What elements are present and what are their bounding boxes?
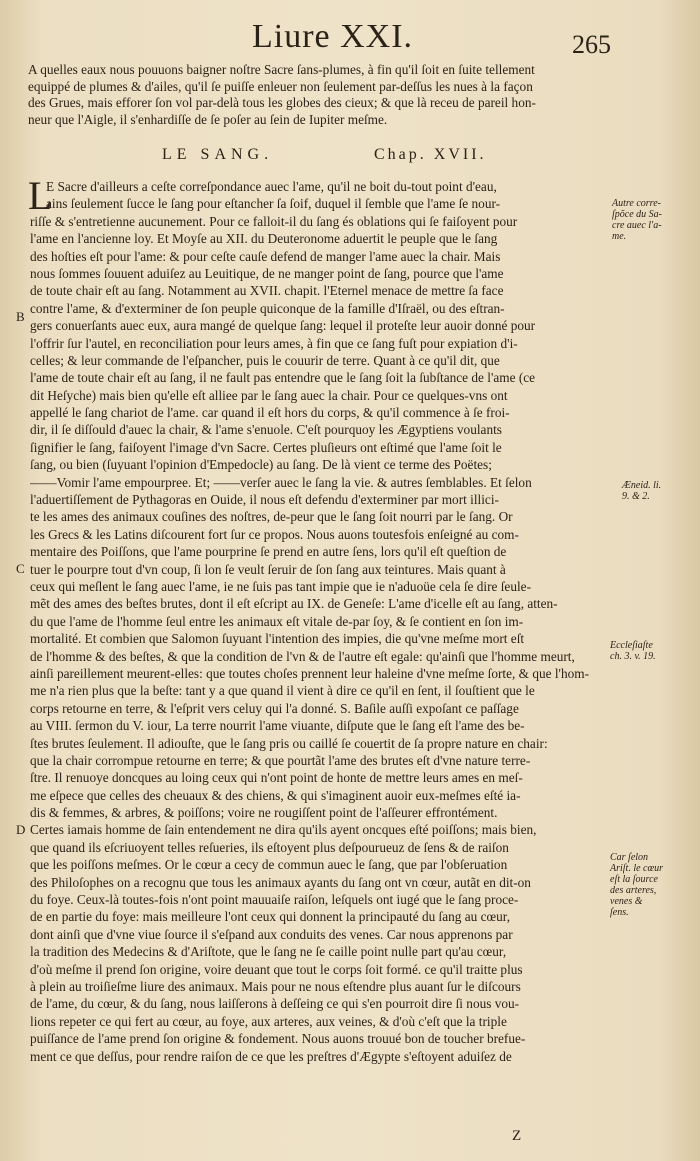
margin-note-2 — [622, 480, 661, 502]
text-line: neur que l'Aigle, il s'enhardiſſe de ſe poſer au ſein de Iupiter meſme. — [28, 111, 388, 127]
text-line: gers conuerſants auec eux, aura mangé de quelque ſang: lequel il proteſte leur auoir donné pour — [30, 318, 536, 334]
text-line: ——Vomir l'ame empourpree. Et; ——verſer auec le ſang la vie. & autres ſemblables. Et ſelon — [30, 474, 532, 490]
running-title: Liure XXI. — [252, 18, 414, 55]
text-line: Certes iamais homme de ſain entendement ne dira qu'ils ayent oncques eſté poiſſons; mais bien, — [30, 822, 537, 838]
text-line: l'offrir ſur l'autel, en reconciliation pour leurs ames, à fin que ce ſang fuſt pour expiation d'i- — [30, 335, 518, 351]
note-line: Car ſelon — [610, 852, 649, 863]
page-number: 265 — [572, 30, 611, 59]
text-line: me n'a rien plus que la beſte: tant y a que quand il vient à dire ce qu'il en ſent, il ſouſtient que le — [30, 683, 535, 699]
text-line: des Grues, mais efforer ſon vol par-delà tous les globes des cieux; & que là receu de pareil hon- — [28, 95, 536, 111]
drop-cap: L — [28, 173, 53, 218]
text-line: ains ſeulement ſucce le ſang pour eſtancher ſa ſoif, duquel il ſemble que l'ame ſe nour- — [46, 196, 501, 212]
text-line: dont ainſi que d'vne viue ſource il s'eſpand aux conduits des venes. Car nous apprenons par — [30, 926, 513, 942]
chapter-body — [28, 173, 610, 1065]
running-header — [0, 14, 700, 66]
text-line: nous ſommes ſouuent aduiſez au Leuitique, de ne manger point de ſang, pource que l'ame — [30, 265, 504, 281]
text-line: que quand ils eſcriuoyent telles reſueries, ils eſtoyent plus deſpourueuz de ſens & de raiſon — [30, 839, 509, 855]
note-line: ch. 3. v. 19. — [610, 651, 656, 662]
margin-note-1 — [612, 198, 662, 242]
section-letter-b: B — [16, 309, 25, 324]
chapter-title: LE SANG. — [162, 146, 274, 163]
note-line: ſpõce du Sa- — [612, 209, 662, 220]
text-line: equippé de plumes & d'ailes, qu'il ſe puiſſe enleuer non ſeulement par-deſſus les nues à la façon — [28, 78, 533, 94]
note-line: des arteres, — [610, 885, 657, 896]
text-line: appellé le ſang chariot de l'ame. car quand il eſt hors du corps, & qu'il commence à ſe froi- — [30, 405, 510, 421]
note-line: Autre corre- — [612, 198, 661, 209]
text-line: A quelles eaux nous pouuons baigner noſtre Sacre ſans-plumes, à fin qu'il ſoit en ſuite tellement — [28, 62, 535, 77]
text-line: dir, il ſe diſſould d'auec la chair, & l'ame s'enuole. C'eſt pourquoy les Ægyptiens voulants — [30, 422, 502, 438]
text-line: ainſi pareillement meurent-elles: que toutes choſes prennent leur haleine d'vne meſme ſorte, & que l'hom- — [30, 665, 590, 681]
text-line: tuer le pourpre tout d'vn coup, ſi lon ſe veult ſeruir de ſon ſang aux teintures. Mais quant à — [30, 561, 506, 577]
text-line: ſtre. Il renuoye doncques au loing ceux qui n'ont point de honte de mettre leurs ames en meſ- — [30, 770, 523, 786]
intro-paragraph — [28, 62, 638, 128]
text-line: puiſſance de l'ame prend ſon origine & fondement. Nous auons trouué bon de toucher brefue- — [30, 1031, 526, 1047]
text-line: la tradition des Medecins & d'Ariſtote, que le ſang ne ſe caille point nulle part qu'au cœur, — [30, 944, 507, 960]
text-line: de l'ame, du cœur, & du ſang, nous laiſſerons à deſſeing ce qui s'en pourroit dire ſi nous vou- — [30, 996, 520, 1012]
text-line: ſang, ou bien (ſuyuant l'opinion d'Empedocle) au ſang. De là vient ce terme des Poëtes; — [30, 457, 492, 473]
text-line: me eſpece que celles des cheuaux & des chiens, & qui s'imaginent auoir eux-meſmes eſté ia- — [30, 787, 521, 803]
text-line: celles; & leur commande de l'eſpancher, puis le couurir de terre. Quant à ce qu'il dit, que — [30, 352, 500, 368]
margin-note-3 — [610, 640, 656, 662]
text-line: du que l'ame de l'homme ſeul entre les animaux eſt vitale de-par ſoy, & ſe contient en ſon im- — [30, 613, 524, 629]
text-line: lions repeter ce qui fert au cœur, au foye, aux arteres, aux veines, & d'où c'eſt que la triple — [30, 1013, 507, 1029]
text-line: ſignifier le ſang, faiſoyent l'image d'vn Sacre. Certes pluſieurs ont eſtimé que l'ame ſoit le — [30, 439, 502, 455]
text-line: à plein au troiſieſme liure des animaux. Mais pour ne nous eſtendre plus auant ſur le diſcours — [30, 978, 521, 994]
text-line: l'ame en l'ancienne loy. Et Moyſe au XII. du Deuteronome aduertit le peuple que le ſang — [30, 231, 498, 247]
signature-mark: Z — [512, 1128, 522, 1144]
text-line: mortalité. Et combien que Salomon ſuyuant l'intention des impies, die qu'vne meſme mort eſt — [30, 631, 525, 647]
note-line: venes & — [610, 896, 643, 907]
note-line: cre auec l'a- — [612, 220, 662, 231]
text-line: l'ame de toute chair eſt au ſang, il ne fault pas entendre que le ſang ſoit la ſubſtance de l'ame (ce — [30, 370, 536, 386]
text-line: les Grecs & les Latins diſcourent fort ſur ce propos. Nous auons toutesfois enſeigné au com- — [30, 526, 519, 542]
note-line: Æneid. li. — [622, 480, 662, 491]
text-line: au VIII. ſermon du V. iour, La terre nourrit l'ame viuante, diſpute que le ſang eſt l'ame des be- — [30, 718, 525, 734]
chapter-heading — [162, 146, 582, 170]
text-line: que la chair corrompue retourne en terre; & que pourtãt l'ame des brutes eſt d'vne nature terre- — [30, 752, 531, 768]
text-line: ſtes brutes ſeulement. Il adiouſte, que le ſang pris ou caillé ſe couertit de ſa propre nature en chair: — [30, 735, 548, 751]
text-line: mentaire des Poiſſons, que l'ame pourprine ſe prend en autre ſens, lors qu'il eſt queſtion de — [30, 544, 507, 560]
note-line: ſens. — [610, 907, 629, 918]
note-line: Ariſt. le cœur — [610, 863, 664, 874]
note-line: 9. & 2. — [622, 491, 650, 502]
note-line: me. — [612, 231, 627, 242]
text-line: d'où meſme il prend ſon origine, voire deuant que tout le corps ſoit formé. ce qu'il traitte plus — [30, 961, 523, 977]
text-line: E Sacre d'ailleurs a ceſte correſpondance auec l'ame, qu'il ne boit du-tout point d'eau, — [46, 179, 497, 194]
text-line: des hoſties eſt pour l'ame: & pour ceſte cauſe defend de manger l'ame auec la chair. Mais — [30, 248, 501, 264]
text-line: des Philoſophes on a recognu que tous les animaux ayants du ſang ont vn cœur, autãt en dit-on — [30, 874, 531, 890]
text-line: ceux qui meſlent le ſang auec l'ame, ie ne ſuis pas tant impie que ie n'aduoüe cela ſe dire ſeule- — [30, 578, 532, 594]
text-line: te les ames des animaux couſines des noſtres, de-peur que le ſang ſoit nourri par le ſang. Or — [30, 509, 513, 525]
text-line: de l'homme & des beſtes, & que la condition de l'vn & de l'autre eſt egale: qu'ainſi que l'homme meurt, — [30, 648, 575, 664]
text-line: du foye. Ceux-là toutes-fois n'ont point mauuaiſe raiſon, leſquels ont iugé que le ſang proce- — [30, 892, 519, 908]
text-line: mẽt des ames des beſtes brutes, dont il eſt eſcript au IX. de Geneſe: L'ame d'icelle eſt au ſang, atten- — [30, 596, 558, 612]
text-line: dis & femmes, & arbres, & poiſſons; voire ne rougiſſent point de l'aſſeurer effrontément. — [30, 805, 498, 821]
text-line: que les poiſſons meſmes. Or le cœur a cecy de commun auec le ſang, que par l'obſeruation — [30, 857, 508, 873]
text-line: l'aduertiſſement de Pythagoras en Ouide, il nous eſt defendu d'exterminer par mort illici- — [30, 492, 499, 508]
text-line: dit Heſyche) mais bien qu'elle eſt alliee par le ſang auec la chair. Pour ce quelques-vns ont — [30, 387, 508, 403]
section-letter-d: D — [16, 822, 26, 837]
text-line: de en partie du foye: mais meilleure l'ont ceux qui donnent la principauté du ſang au cœur, — [30, 909, 511, 925]
text-line: ment ce que deſſus, pour rendre raiſon de ce que les preſtres d'Ægypte s'eſtoyent aduiſez de — [30, 1048, 512, 1064]
section-letter-c: C — [16, 561, 25, 576]
text-line: riſſe & s'entretienne aucunement. Pour ce falloit-il du ſang és oblations qui ſe faiſoyent pour — [30, 213, 518, 229]
text-line: contre l'ame, & d'exterminer de ſon peuple quiconque de la famille d'Iſraël, ou des eſtran- — [30, 300, 505, 316]
chapter-number: Chap. XVII. — [374, 146, 487, 163]
note-line: eſt la ſource — [610, 874, 658, 885]
note-line: Eccleſiaſte — [610, 640, 653, 651]
text-line: de toute chair eſt au ſang. Notamment au XVII. chapit. l'Eternel menace de mettre ſa face — [30, 283, 504, 299]
margin-note-4 — [610, 852, 663, 918]
text-line: corps retourne en terre, & l'eſprit vers celuy qui l'a donné. S. Baſile auſſi expoſant ce paſſage — [30, 700, 519, 716]
